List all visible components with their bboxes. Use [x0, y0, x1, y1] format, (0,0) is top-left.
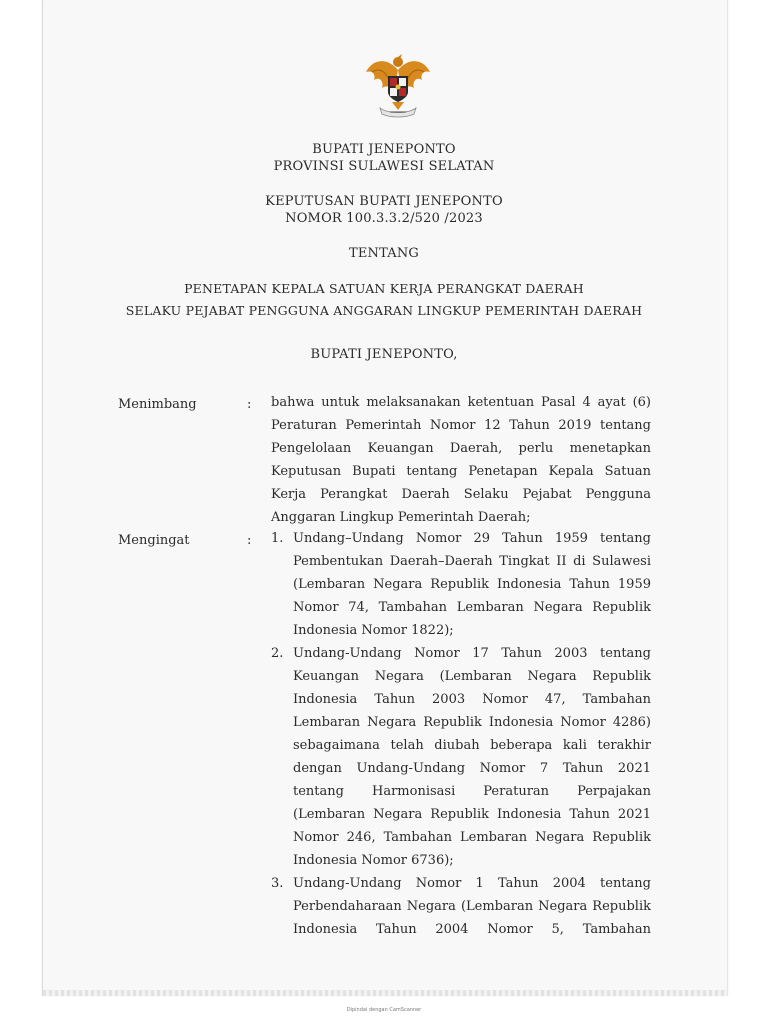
item-line: Undang–Undang Nomor 29 Tahun 1959 tentang [293, 531, 651, 546]
scanner-watermark: Dipindai dengan CamScanner [346, 1007, 422, 1013]
garuda-pancasila-emblem-icon [362, 48, 434, 120]
subject-line-2: SELAKU PEJABAT PENGGUNA ANGGARAN LINGKUP PEMERINTAH DAERAH [125, 303, 643, 318]
item-line: Indonesia Tahun 2003 Nomor 47, Tambahan [293, 692, 651, 707]
menimbang-line: Anggaran Lingkup Pemerintah Daerah; [271, 510, 531, 525]
about-heading: TENTANG [348, 246, 420, 261]
item-line: dengan Undang-Undang Nomor 7 Tahun 2021 [293, 761, 651, 776]
item-line: Lembaran Negara Republik Indonesia Nomor 4286) [293, 715, 651, 730]
mengingat-colon: : [247, 533, 252, 548]
item-line: Keuangan Negara (Lembaran Negara Republik [293, 669, 651, 684]
menimbang-colon: : [247, 397, 252, 412]
decree-number: NOMOR 100.3.3.2/520 /2023 [285, 211, 483, 226]
menimbang-line: Peraturan Pemerintah Nomor 12 Tahun 2019 tentang [271, 418, 651, 433]
item-line: Nomor 246, Tambahan Lembaran Negara Republik [293, 830, 651, 845]
item-number: 2. [271, 646, 284, 661]
province-title: PROVINSI SULAWESI SELATAN [273, 159, 495, 174]
item-line: Indonesia Nomor 6736); [293, 853, 454, 868]
menimbang-line: bahwa untuk melaksanakan ketentuan Pasal 4 ayat (6) [271, 395, 651, 410]
menimbang-line: Keputusan Bupati tentang Penetapan Kepala Satuan [271, 464, 651, 479]
decree-title: KEPUTUSAN BUPATI JENEPONTO [265, 194, 503, 209]
menimbang-line: Pengelolaan Keuangan Daerah, perlu menetapkan [271, 441, 651, 456]
item-line: sebagaimana telah diubah beberapa kali terakhir [293, 738, 651, 753]
item-line: Indonesia Tahun 2004 Nomor 5, Tambahan [293, 922, 651, 937]
item-line: Perbendaharaan Negara (Lembaran Negara Republik [293, 899, 651, 914]
issuer-heading: BUPATI JENEPONTO, [310, 347, 458, 362]
item-line: Pembentukan Daerah–Daerah Tingkat II di Sulawesi [293, 554, 651, 569]
mengingat-label: Mengingat [118, 533, 190, 548]
menimbang-line: Kerja Perangkat Daerah Selaku Pejabat Pengguna [271, 487, 651, 502]
menimbang-label: Menimbang [118, 397, 197, 412]
item-line: Nomor 74, Tambahan Lembaran Negara Republik [293, 600, 651, 615]
item-line: (Lembaran Negara Republik Indonesia Tahun 2021 [293, 807, 651, 822]
item-line: Undang-Undang Nomor 1 Tahun 2004 tentang [293, 876, 651, 891]
item-number: 1. [271, 531, 284, 546]
item-line: tentang Harmonisasi Peraturan Perpajakan [293, 784, 651, 799]
item-line: Undang-Undang Nomor 17 Tahun 2003 tentang [293, 646, 651, 661]
regent-title: BUPATI JENEPONTO [312, 142, 456, 157]
item-number: 3. [271, 876, 284, 891]
subject-line-1: PENETAPAN KEPALA SATUAN KERJA PERANGKAT DAERAH [184, 281, 584, 296]
item-line: (Lembaran Negara Republik Indonesia Tahun 1959 [293, 577, 651, 592]
item-line: Indonesia Nomor 1822); [293, 623, 454, 638]
